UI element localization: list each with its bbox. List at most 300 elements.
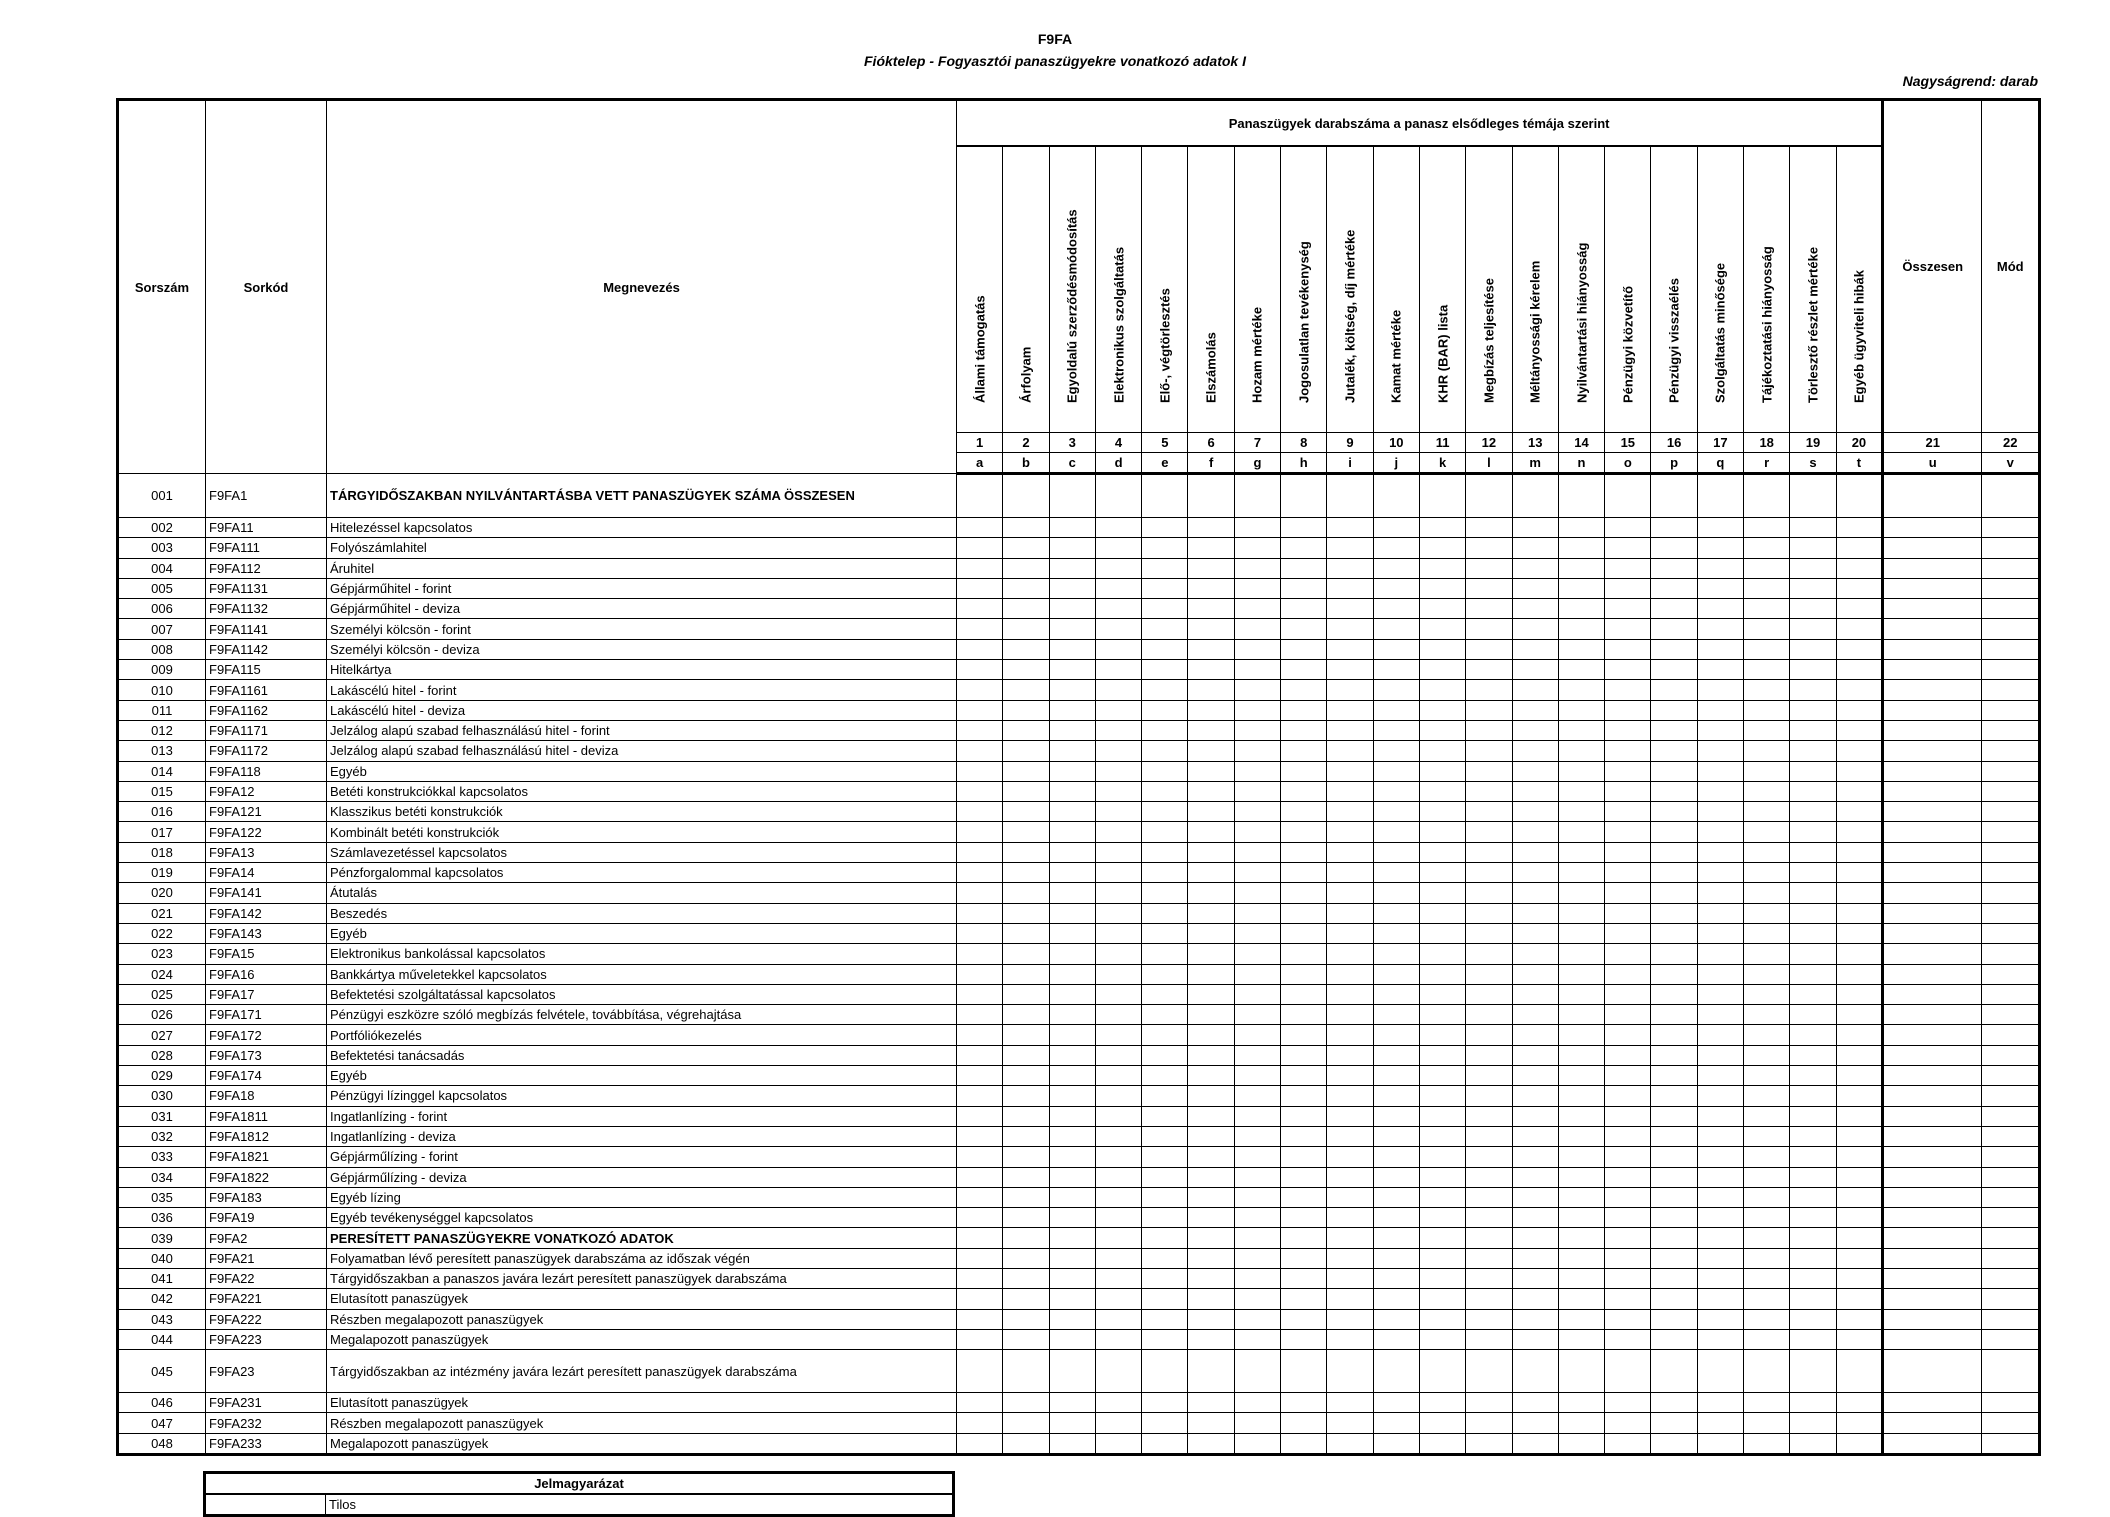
- data-cell[interactable]: [1281, 474, 1327, 518]
- data-cell[interactable]: [1651, 944, 1697, 964]
- data-cell[interactable]: [1003, 842, 1049, 862]
- data-cell[interactable]: [1049, 619, 1095, 639]
- data-cell[interactable]: [1790, 1005, 1836, 1025]
- data-cell[interactable]: [1419, 558, 1465, 578]
- data-cell[interactable]: [1095, 1147, 1141, 1167]
- data-cell[interactable]: [1095, 1329, 1141, 1349]
- data-cell[interactable]: [1512, 639, 1558, 659]
- data-cell[interactable]: [1512, 1126, 1558, 1146]
- data-cell[interactable]: [1883, 1228, 1982, 1248]
- data-cell[interactable]: [1142, 720, 1188, 740]
- data-cell[interactable]: [1142, 1167, 1188, 1187]
- data-cell[interactable]: [1373, 1187, 1419, 1207]
- data-cell[interactable]: [1744, 863, 1790, 883]
- data-cell[interactable]: [1419, 1350, 1465, 1393]
- data-cell[interactable]: [1466, 619, 1512, 639]
- data-cell[interactable]: [1327, 1350, 1373, 1393]
- data-cell[interactable]: [1003, 619, 1049, 639]
- data-cell[interactable]: [1605, 1025, 1651, 1045]
- data-cell[interactable]: [1651, 518, 1697, 538]
- data-cell[interactable]: [1982, 923, 2040, 943]
- data-cell[interactable]: [1095, 1289, 1141, 1309]
- data-cell[interactable]: [1234, 1106, 1280, 1126]
- data-cell[interactable]: [1836, 1289, 1883, 1309]
- data-cell[interactable]: [1142, 863, 1188, 883]
- data-cell[interactable]: [1558, 1309, 1604, 1329]
- data-cell[interactable]: [1512, 802, 1558, 822]
- data-cell[interactable]: [1883, 1393, 1982, 1413]
- data-cell[interactable]: [1188, 1147, 1234, 1167]
- data-cell[interactable]: [1605, 883, 1651, 903]
- data-cell[interactable]: [1466, 1393, 1512, 1413]
- data-cell[interactable]: [1281, 1045, 1327, 1065]
- data-cell[interactable]: [1281, 1329, 1327, 1349]
- data-cell[interactable]: [1373, 1106, 1419, 1126]
- data-cell[interactable]: [1003, 1289, 1049, 1309]
- data-cell[interactable]: [957, 1045, 1003, 1065]
- data-cell[interactable]: [1883, 863, 1982, 883]
- data-cell[interactable]: [1466, 964, 1512, 984]
- data-cell[interactable]: [1003, 903, 1049, 923]
- data-cell[interactable]: [1744, 1309, 1790, 1329]
- data-cell[interactable]: [1466, 883, 1512, 903]
- data-cell[interactable]: [1373, 1393, 1419, 1413]
- data-cell[interactable]: [1744, 1413, 1790, 1433]
- data-cell[interactable]: [1466, 1433, 1512, 1454]
- data-cell[interactable]: [1512, 761, 1558, 781]
- data-cell[interactable]: [1419, 1126, 1465, 1146]
- data-cell[interactable]: [957, 680, 1003, 700]
- data-cell[interactable]: [1512, 1289, 1558, 1309]
- data-cell[interactable]: [1697, 1208, 1743, 1228]
- data-cell[interactable]: [1790, 761, 1836, 781]
- data-cell[interactable]: [1651, 1268, 1697, 1288]
- data-cell[interactable]: [1836, 1086, 1883, 1106]
- data-cell[interactable]: [1605, 474, 1651, 518]
- data-cell[interactable]: [1790, 863, 1836, 883]
- data-cell[interactable]: [1095, 1066, 1141, 1086]
- data-cell[interactable]: [1188, 802, 1234, 822]
- data-cell[interactable]: [1651, 1187, 1697, 1207]
- data-cell[interactable]: [1419, 1289, 1465, 1309]
- data-cell[interactable]: [957, 1413, 1003, 1433]
- data-cell[interactable]: [1419, 660, 1465, 680]
- data-cell[interactable]: [1373, 1045, 1419, 1065]
- data-cell[interactable]: [1558, 1393, 1604, 1413]
- data-cell[interactable]: [1982, 883, 2040, 903]
- data-cell[interactable]: [1836, 863, 1883, 883]
- data-cell[interactable]: [1466, 1045, 1512, 1065]
- data-cell[interactable]: [1697, 781, 1743, 801]
- data-cell[interactable]: [1373, 558, 1419, 578]
- data-cell[interactable]: [1188, 639, 1234, 659]
- data-cell[interactable]: [1095, 558, 1141, 578]
- data-cell[interactable]: [1142, 944, 1188, 964]
- data-cell[interactable]: [1697, 1289, 1743, 1309]
- data-cell[interactable]: [1419, 1433, 1465, 1454]
- data-cell[interactable]: [1281, 1228, 1327, 1248]
- data-cell[interactable]: [1281, 1187, 1327, 1207]
- data-cell[interactable]: [1836, 538, 1883, 558]
- data-cell[interactable]: [1605, 1126, 1651, 1146]
- data-cell[interactable]: [1697, 1268, 1743, 1288]
- data-cell[interactable]: [1095, 903, 1141, 923]
- data-cell[interactable]: [1049, 1126, 1095, 1146]
- data-cell[interactable]: [1790, 599, 1836, 619]
- data-cell[interactable]: [1651, 741, 1697, 761]
- data-cell[interactable]: [1095, 781, 1141, 801]
- data-cell[interactable]: [1281, 1309, 1327, 1329]
- data-cell[interactable]: [1188, 964, 1234, 984]
- data-cell[interactable]: [1558, 538, 1604, 558]
- data-cell[interactable]: [1651, 964, 1697, 984]
- data-cell[interactable]: [1836, 903, 1883, 923]
- data-cell[interactable]: [1558, 1045, 1604, 1065]
- data-cell[interactable]: [1512, 599, 1558, 619]
- data-cell[interactable]: [1512, 1066, 1558, 1086]
- data-cell[interactable]: [1188, 619, 1234, 639]
- data-cell[interactable]: [1095, 761, 1141, 781]
- data-cell[interactable]: [1049, 1289, 1095, 1309]
- data-cell[interactable]: [1790, 1413, 1836, 1433]
- data-cell[interactable]: [1373, 1289, 1419, 1309]
- data-cell[interactable]: [1373, 863, 1419, 883]
- data-cell[interactable]: [1790, 578, 1836, 598]
- data-cell[interactable]: [1982, 1005, 2040, 1025]
- data-cell[interactable]: [1790, 1045, 1836, 1065]
- data-cell[interactable]: [1095, 680, 1141, 700]
- data-cell[interactable]: [957, 1187, 1003, 1207]
- data-cell[interactable]: [1419, 1167, 1465, 1187]
- data-cell[interactable]: [1234, 1268, 1280, 1288]
- data-cell[interactable]: [1327, 1268, 1373, 1288]
- data-cell[interactable]: [1095, 822, 1141, 842]
- data-cell[interactable]: [1234, 1086, 1280, 1106]
- data-cell[interactable]: [1049, 923, 1095, 943]
- data-cell[interactable]: [1327, 660, 1373, 680]
- data-cell[interactable]: [1605, 842, 1651, 862]
- data-cell[interactable]: [1373, 923, 1419, 943]
- data-cell[interactable]: [1373, 842, 1419, 862]
- data-cell[interactable]: [1188, 781, 1234, 801]
- data-cell[interactable]: [957, 1208, 1003, 1228]
- data-cell[interactable]: [1095, 720, 1141, 740]
- data-cell[interactable]: [1883, 903, 1982, 923]
- data-cell[interactable]: [1697, 599, 1743, 619]
- data-cell[interactable]: [1836, 1126, 1883, 1146]
- data-cell[interactable]: [1512, 700, 1558, 720]
- data-cell[interactable]: [1512, 1005, 1558, 1025]
- data-cell[interactable]: [1790, 1187, 1836, 1207]
- data-cell[interactable]: [1373, 1167, 1419, 1187]
- data-cell[interactable]: [1558, 1268, 1604, 1288]
- data-cell[interactable]: [1836, 1066, 1883, 1086]
- data-cell[interactable]: [1790, 619, 1836, 639]
- data-cell[interactable]: [1142, 741, 1188, 761]
- data-cell[interactable]: [1605, 518, 1651, 538]
- data-cell[interactable]: [1234, 822, 1280, 842]
- data-cell[interactable]: [1605, 619, 1651, 639]
- data-cell[interactable]: [1234, 923, 1280, 943]
- data-cell[interactable]: [1234, 1248, 1280, 1268]
- data-cell[interactable]: [1281, 578, 1327, 598]
- data-cell[interactable]: [1327, 578, 1373, 598]
- data-cell[interactable]: [1651, 1350, 1697, 1393]
- data-cell[interactable]: [1003, 1350, 1049, 1393]
- data-cell[interactable]: [1419, 1413, 1465, 1433]
- data-cell[interactable]: [1697, 1066, 1743, 1086]
- data-cell[interactable]: [1466, 822, 1512, 842]
- data-cell[interactable]: [1419, 619, 1465, 639]
- data-cell[interactable]: [957, 964, 1003, 984]
- data-cell[interactable]: [1982, 1106, 2040, 1126]
- data-cell[interactable]: [1883, 1147, 1982, 1167]
- data-cell[interactable]: [1605, 822, 1651, 842]
- data-cell[interactable]: [1651, 863, 1697, 883]
- data-cell[interactable]: [1188, 1329, 1234, 1349]
- data-cell[interactable]: [1327, 700, 1373, 720]
- data-cell[interactable]: [1466, 660, 1512, 680]
- data-cell[interactable]: [1466, 1126, 1512, 1146]
- data-cell[interactable]: [1188, 1167, 1234, 1187]
- data-cell[interactable]: [1049, 538, 1095, 558]
- data-cell[interactable]: [1234, 1309, 1280, 1329]
- data-cell[interactable]: [1982, 1309, 2040, 1329]
- data-cell[interactable]: [1049, 842, 1095, 862]
- data-cell[interactable]: [1512, 1228, 1558, 1248]
- data-cell[interactable]: [1234, 964, 1280, 984]
- data-cell[interactable]: [1049, 802, 1095, 822]
- data-cell[interactable]: [1419, 863, 1465, 883]
- data-cell[interactable]: [1790, 518, 1836, 538]
- data-cell[interactable]: [1095, 1086, 1141, 1106]
- data-cell[interactable]: [1744, 1066, 1790, 1086]
- data-cell[interactable]: [1281, 639, 1327, 659]
- data-cell[interactable]: [1095, 518, 1141, 538]
- data-cell[interactable]: [1419, 1045, 1465, 1065]
- data-cell[interactable]: [1373, 1126, 1419, 1146]
- data-cell[interactable]: [1744, 1187, 1790, 1207]
- data-cell[interactable]: [1466, 1413, 1512, 1433]
- data-cell[interactable]: [1512, 781, 1558, 801]
- data-cell[interactable]: [1049, 1025, 1095, 1045]
- data-cell[interactable]: [1512, 984, 1558, 1004]
- data-cell[interactable]: [957, 538, 1003, 558]
- data-cell[interactable]: [1327, 923, 1373, 943]
- data-cell[interactable]: [1651, 1228, 1697, 1248]
- data-cell[interactable]: [1558, 944, 1604, 964]
- data-cell[interactable]: [1836, 781, 1883, 801]
- data-cell[interactable]: [1188, 1309, 1234, 1329]
- data-cell[interactable]: [1142, 903, 1188, 923]
- data-cell[interactable]: [1049, 1413, 1095, 1433]
- data-cell[interactable]: [1790, 1289, 1836, 1309]
- data-cell[interactable]: [1466, 578, 1512, 598]
- data-cell[interactable]: [957, 923, 1003, 943]
- data-cell[interactable]: [1883, 1289, 1982, 1309]
- data-cell[interactable]: [1003, 1433, 1049, 1454]
- data-cell[interactable]: [1142, 1248, 1188, 1268]
- data-cell[interactable]: [1558, 474, 1604, 518]
- data-cell[interactable]: [1234, 741, 1280, 761]
- data-cell[interactable]: [1605, 802, 1651, 822]
- data-cell[interactable]: [1982, 1208, 2040, 1228]
- data-cell[interactable]: [1651, 1329, 1697, 1349]
- data-cell[interactable]: [1373, 1025, 1419, 1045]
- data-cell[interactable]: [1512, 1393, 1558, 1413]
- data-cell[interactable]: [1836, 700, 1883, 720]
- data-cell[interactable]: [1836, 964, 1883, 984]
- data-cell[interactable]: [1558, 964, 1604, 984]
- data-cell[interactable]: [1142, 518, 1188, 538]
- data-cell[interactable]: [1049, 883, 1095, 903]
- data-cell[interactable]: [1982, 761, 2040, 781]
- data-cell[interactable]: [1003, 1147, 1049, 1167]
- data-cell[interactable]: [1049, 720, 1095, 740]
- data-cell[interactable]: [1419, 474, 1465, 518]
- data-cell[interactable]: [1188, 1187, 1234, 1207]
- data-cell[interactable]: [1558, 680, 1604, 700]
- data-cell[interactable]: [1512, 1329, 1558, 1349]
- data-cell[interactable]: [1790, 741, 1836, 761]
- data-cell[interactable]: [1234, 761, 1280, 781]
- data-cell[interactable]: [1281, 1066, 1327, 1086]
- data-cell[interactable]: [1234, 863, 1280, 883]
- data-cell[interactable]: [1836, 558, 1883, 578]
- data-cell[interactable]: [1651, 1413, 1697, 1433]
- data-cell[interactable]: [1883, 680, 1982, 700]
- data-cell[interactable]: [1003, 822, 1049, 842]
- data-cell[interactable]: [1651, 1289, 1697, 1309]
- data-cell[interactable]: [957, 599, 1003, 619]
- data-cell[interactable]: [1466, 599, 1512, 619]
- data-cell[interactable]: [1883, 1413, 1982, 1433]
- data-cell[interactable]: [1327, 1126, 1373, 1146]
- data-cell[interactable]: [1095, 1025, 1141, 1045]
- data-cell[interactable]: [1836, 741, 1883, 761]
- data-cell[interactable]: [1790, 680, 1836, 700]
- data-cell[interactable]: [1982, 1248, 2040, 1268]
- data-cell[interactable]: [1095, 883, 1141, 903]
- data-cell[interactable]: [1373, 1208, 1419, 1228]
- data-cell[interactable]: [1049, 1086, 1095, 1106]
- data-cell[interactable]: [1651, 1393, 1697, 1413]
- data-cell[interactable]: [1095, 984, 1141, 1004]
- data-cell[interactable]: [1836, 923, 1883, 943]
- data-cell[interactable]: [1512, 883, 1558, 903]
- data-cell[interactable]: [1697, 822, 1743, 842]
- data-cell[interactable]: [1605, 1086, 1651, 1106]
- data-cell[interactable]: [1883, 1268, 1982, 1288]
- data-cell[interactable]: [1697, 1086, 1743, 1106]
- data-cell[interactable]: [1419, 599, 1465, 619]
- data-cell[interactable]: [1836, 1329, 1883, 1349]
- data-cell[interactable]: [1883, 802, 1982, 822]
- data-cell[interactable]: [1003, 720, 1049, 740]
- data-cell[interactable]: [1982, 1393, 2040, 1413]
- data-cell[interactable]: [1373, 944, 1419, 964]
- data-cell[interactable]: [1790, 1433, 1836, 1454]
- data-cell[interactable]: [1883, 578, 1982, 598]
- data-cell[interactable]: [1419, 781, 1465, 801]
- data-cell[interactable]: [1790, 781, 1836, 801]
- data-cell[interactable]: [1003, 883, 1049, 903]
- data-cell[interactable]: [1142, 842, 1188, 862]
- data-cell[interactable]: [957, 720, 1003, 740]
- data-cell[interactable]: [1281, 558, 1327, 578]
- data-cell[interactable]: [1836, 1413, 1883, 1433]
- data-cell[interactable]: [1049, 474, 1095, 518]
- data-cell[interactable]: [1605, 538, 1651, 558]
- data-cell[interactable]: [1651, 538, 1697, 558]
- data-cell[interactable]: [1281, 680, 1327, 700]
- data-cell[interactable]: [1327, 720, 1373, 740]
- data-cell[interactable]: [957, 1005, 1003, 1025]
- data-cell[interactable]: [1605, 741, 1651, 761]
- data-cell[interactable]: [1836, 842, 1883, 862]
- data-cell[interactable]: [1512, 1350, 1558, 1393]
- data-cell[interactable]: [1142, 1025, 1188, 1045]
- data-cell[interactable]: [1188, 660, 1234, 680]
- data-cell[interactable]: [1697, 1248, 1743, 1268]
- data-cell[interactable]: [1049, 1005, 1095, 1025]
- data-cell[interactable]: [1512, 1187, 1558, 1207]
- data-cell[interactable]: [1836, 1208, 1883, 1228]
- data-cell[interactable]: [1883, 944, 1982, 964]
- data-cell[interactable]: [1883, 1350, 1982, 1393]
- data-cell[interactable]: [1466, 1248, 1512, 1268]
- data-cell[interactable]: [1836, 1309, 1883, 1329]
- data-cell[interactable]: [957, 660, 1003, 680]
- data-cell[interactable]: [1744, 599, 1790, 619]
- data-cell[interactable]: [1790, 1106, 1836, 1126]
- data-cell[interactable]: [957, 781, 1003, 801]
- data-cell[interactable]: [1512, 1025, 1558, 1045]
- data-cell[interactable]: [1327, 1187, 1373, 1207]
- data-cell[interactable]: [1982, 619, 2040, 639]
- data-cell[interactable]: [1234, 944, 1280, 964]
- data-cell[interactable]: [1744, 1329, 1790, 1349]
- data-cell[interactable]: [1697, 761, 1743, 781]
- data-cell[interactable]: [1512, 1208, 1558, 1228]
- data-cell[interactable]: [1697, 1413, 1743, 1433]
- data-cell[interactable]: [1419, 944, 1465, 964]
- data-cell[interactable]: [1003, 923, 1049, 943]
- data-cell[interactable]: [1419, 802, 1465, 822]
- data-cell[interactable]: [1327, 1228, 1373, 1248]
- data-cell[interactable]: [1466, 1268, 1512, 1288]
- data-cell[interactable]: [1558, 1167, 1604, 1187]
- data-cell[interactable]: [957, 1126, 1003, 1146]
- data-cell[interactable]: [1003, 1248, 1049, 1268]
- data-cell[interactable]: [1836, 883, 1883, 903]
- data-cell[interactable]: [1697, 720, 1743, 740]
- data-cell[interactable]: [1836, 822, 1883, 842]
- data-cell[interactable]: [1188, 518, 1234, 538]
- data-cell[interactable]: [1982, 842, 2040, 862]
- data-cell[interactable]: [1466, 1005, 1512, 1025]
- data-cell[interactable]: [1790, 639, 1836, 659]
- data-cell[interactable]: [1049, 680, 1095, 700]
- data-cell[interactable]: [1095, 1350, 1141, 1393]
- data-cell[interactable]: [1836, 1350, 1883, 1393]
- data-cell[interactable]: [1558, 1187, 1604, 1207]
- data-cell[interactable]: [1142, 680, 1188, 700]
- data-cell[interactable]: [1512, 474, 1558, 518]
- data-cell[interactable]: [1373, 1086, 1419, 1106]
- data-cell[interactable]: [1373, 1413, 1419, 1433]
- data-cell[interactable]: [1744, 1433, 1790, 1454]
